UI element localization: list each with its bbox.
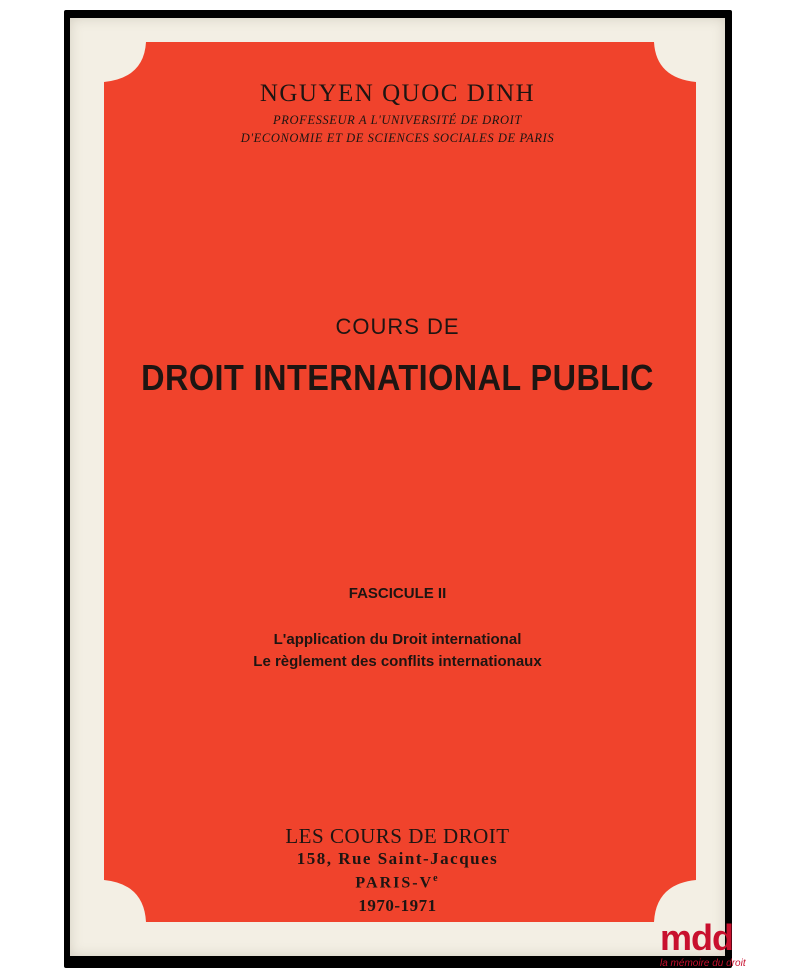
subtitle-line2: Le règlement des conflits internationaux bbox=[253, 653, 542, 670]
red-panel bbox=[70, 18, 725, 956]
publisher-address: 158, Rue Saint-Jacques bbox=[296, 849, 499, 868]
book-title: DROIT INTERNATIONAL PUBLIC bbox=[141, 357, 654, 398]
academic-year: 1970-1971 bbox=[358, 896, 437, 915]
mdd-logo-mark: mdd bbox=[660, 917, 733, 958]
book-cover bbox=[70, 18, 725, 956]
publisher-name: LES COURS DE DROIT bbox=[285, 824, 510, 848]
series-label: COURS DE bbox=[335, 314, 460, 339]
mdd-logo bbox=[660, 917, 800, 976]
author-affiliation-line2: D'ECONOMIE ET DE SCIENCES SOCIALES DE PARIS bbox=[240, 131, 555, 145]
author-affiliation-line1: PROFESSEUR A L'UNIVERSITÉ DE DROIT bbox=[273, 113, 522, 127]
author-name: NGUYEN QUOC DINH bbox=[259, 80, 536, 107]
subtitle-line1: L'application du Droit international bbox=[273, 631, 522, 648]
mdd-logo-tagline: la mémoire du droit bbox=[660, 958, 746, 969]
publisher-city: PARIS-Ve bbox=[355, 873, 440, 892]
fascicule-label: FASCICULE II bbox=[348, 585, 447, 602]
